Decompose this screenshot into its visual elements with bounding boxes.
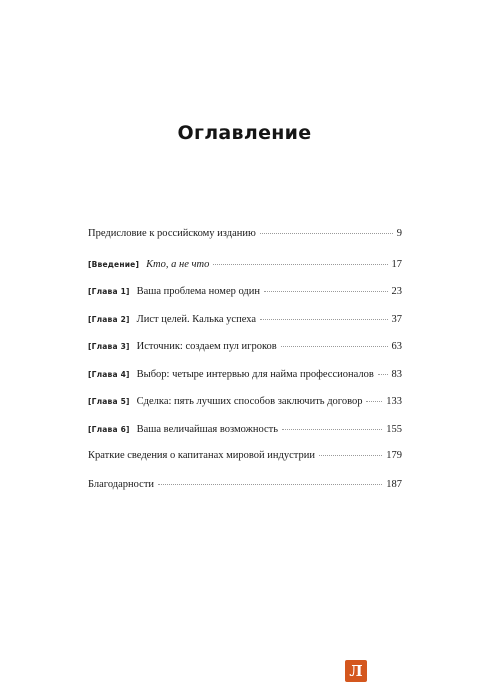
publisher-logo	[345, 660, 367, 682]
toc-entry-page: 179	[386, 450, 402, 461]
toc-entry-title: Благодарности	[88, 479, 155, 490]
toc-entry-tag: [Глава 5]	[88, 397, 130, 406]
page-title: Оглавление	[177, 122, 312, 144]
toc-entry-page: 9	[396, 228, 402, 239]
dot-leader	[282, 429, 382, 430]
toc-entry-chapter-4	[88, 369, 402, 387]
toc-entry-page: 37	[391, 314, 402, 325]
toc-entry-page: 133	[386, 396, 402, 407]
toc-entry-page: 155	[386, 424, 402, 435]
toc-entry-tag: [Введение]	[88, 260, 140, 269]
dot-leader	[158, 484, 382, 485]
dot-leader	[213, 264, 387, 265]
toc-entry-tag: [Глава 3]	[88, 342, 130, 351]
dot-leader	[378, 374, 388, 375]
dot-leader	[366, 401, 382, 402]
toc-entry-page: 63	[391, 341, 402, 352]
toc-entry-tag: [Глава 1]	[88, 287, 130, 296]
toc-entry-title: Краткие сведения о капитанах мировой индустрии	[88, 450, 315, 461]
dot-leader	[281, 346, 388, 347]
toc-entry-title: Лист целей. Калька успеха	[136, 314, 257, 325]
toc-entry-chapter-2	[88, 314, 402, 332]
toc-entry-tag: [Глава 2]	[88, 315, 130, 324]
toc-entry-title: Предисловие к российскому изданию	[88, 228, 256, 239]
toc-entry-preface	[88, 228, 402, 246]
toc-entry-chapter-1	[88, 286, 402, 304]
toc-entry-title: Кто, а не что	[146, 259, 210, 270]
toc-entry-page: 23	[391, 286, 402, 297]
toc-entry-chapter-3	[88, 341, 402, 359]
toc-entry-title: Сделка: пять лучших способов заключить договор	[136, 396, 363, 407]
toc-entry-title: Ваша проблема номер один	[136, 286, 261, 297]
dot-leader	[264, 291, 387, 292]
dot-leader	[260, 319, 387, 320]
toc-entry-tag: [Глава 4]	[88, 370, 130, 379]
toc-entry-introduction	[88, 259, 402, 277]
toc-entry-chapter-6	[88, 424, 402, 442]
toc-entry-title: Выбор: четыре интервью для найма профессионалов	[136, 369, 374, 380]
toc-entry-tag: [Глава 6]	[88, 425, 130, 434]
toc-entry-chapter-5	[88, 396, 402, 414]
toc-entry-title: Источник: создаем пул игроков	[136, 341, 277, 352]
logo-letter: Л	[349, 662, 363, 680]
dot-leader	[319, 455, 382, 456]
toc-entry-acknowledgements	[88, 479, 402, 497]
toc-entry-page: 17	[391, 259, 402, 270]
dot-leader	[260, 233, 393, 234]
toc-entry-page: 83	[391, 369, 402, 380]
toc-entry-title: Ваша величайшая возможность	[136, 424, 279, 435]
toc-entry-captains	[88, 450, 402, 468]
toc-entry-page: 187	[386, 479, 402, 490]
